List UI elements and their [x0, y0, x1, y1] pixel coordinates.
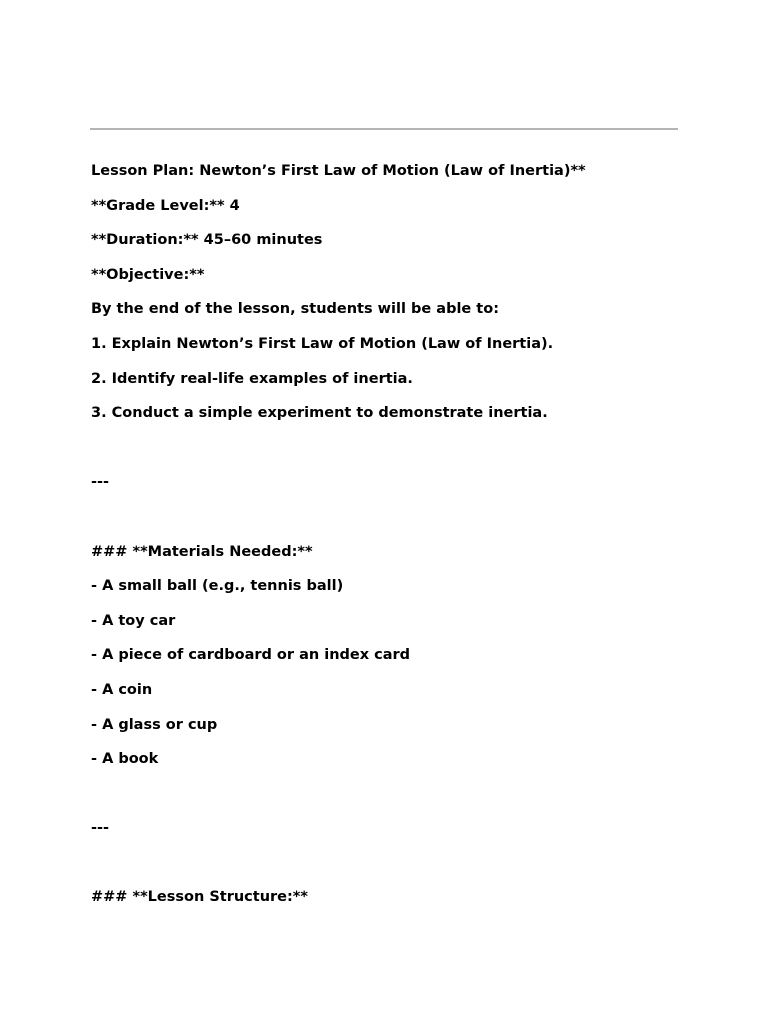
separator: --- — [91, 474, 110, 491]
material-item: - A book — [91, 751, 159, 768]
material-item: - A glass or cup — [91, 716, 218, 733]
blank-line — [91, 508, 691, 527]
blank-line — [91, 439, 691, 458]
objective-item-1: 1. Explain Newton’s First Law of Motion (Law of Inertia). — [91, 335, 554, 352]
separator: --- — [91, 820, 110, 837]
material-item: - A piece of cardboard or an index card — [91, 647, 411, 664]
materials-heading: ### **Materials Needed:** — [91, 543, 313, 560]
material-item: - A small ball (e.g., tennis ball) — [91, 578, 344, 595]
lesson-title: Lesson Plan: Newton’s First Law of Motion (Law of Inertia)** — [91, 163, 586, 179]
blank-line — [91, 785, 691, 804]
document-body — [91, 162, 691, 923]
objective-heading: **Objective:** — [91, 266, 205, 283]
header-rule — [90, 128, 678, 130]
objective-item-3: 3. Conduct a simple experiment to demonstrate inertia. — [91, 405, 548, 422]
grade-level: **Grade Level:** 4 — [91, 197, 240, 214]
objective-intro: By the end of the lesson, students will be able to: — [91, 301, 499, 318]
material-item: - A toy car — [91, 612, 176, 629]
lesson-structure-heading: ### **Lesson Structure:** — [91, 889, 308, 906]
blank-line — [91, 854, 691, 873]
objective-item-2: 2. Identify real-life examples of inertia. — [91, 370, 413, 387]
duration: **Duration:** 45–60 minutes — [91, 232, 323, 249]
material-item: - A coin — [91, 681, 153, 698]
